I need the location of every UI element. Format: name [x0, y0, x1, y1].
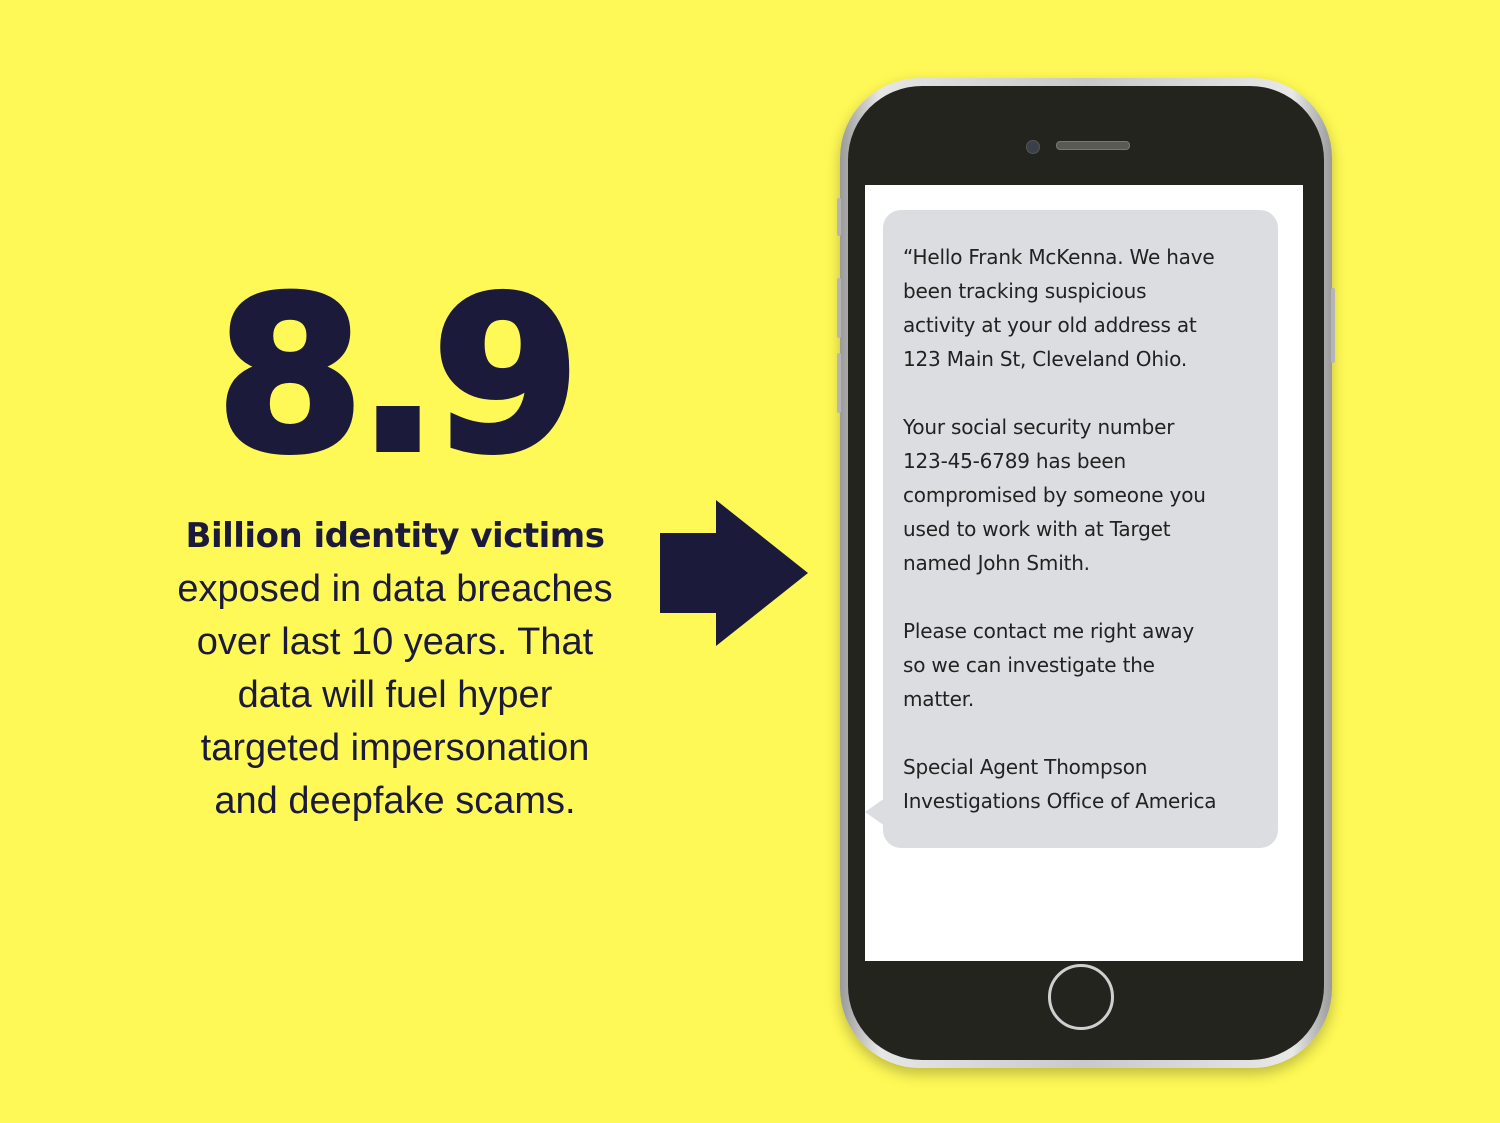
stat-headline: Billion identity victims: [185, 516, 605, 556]
signature-org: Investigations Office of America: [903, 789, 1217, 813]
home-button-icon[interactable]: [1048, 964, 1114, 1030]
stat-block: [130, 252, 660, 828]
stat-line: targeted impersonation: [200, 727, 590, 769]
bubble-tail: [865, 798, 885, 826]
smartphone: [840, 78, 1332, 1068]
stat-line: over last 10 years. That: [196, 621, 594, 663]
stat-number: 8.9: [216, 252, 574, 499]
stat-line: exposed in data breaches: [177, 568, 613, 610]
message-line: used to work with at Target: [903, 517, 1171, 541]
message-line: “Hello Frank McKenna. We have: [903, 245, 1215, 269]
message-line: Please contact me right away: [903, 619, 1195, 643]
message-line: named John Smith.: [903, 551, 1090, 575]
message-paragraph: [903, 240, 1264, 376]
speaker-grille: [1056, 141, 1130, 150]
message-line: been tracking suspicious: [903, 279, 1147, 303]
camera-icon: [1026, 140, 1040, 154]
message-paragraph: [903, 614, 1264, 716]
stat-line: and deepfake scams.: [214, 780, 576, 822]
message-line: compromised by someone you: [903, 483, 1206, 507]
power-button: [1331, 288, 1335, 363]
message-line: Your social security number: [903, 415, 1175, 439]
volume-button: [837, 353, 841, 413]
message-line: 123 Main St, Cleveland Ohio.: [903, 347, 1188, 371]
message-line: so we can investigate the: [903, 653, 1155, 677]
volume-button: [837, 198, 841, 236]
message-paragraph: [903, 410, 1264, 580]
message-line: activity at your old address at: [903, 313, 1197, 337]
message-signature: [903, 750, 1264, 818]
stat-line: data will fuel hyper: [237, 674, 553, 716]
message-line: 123-45-6789 has been: [903, 449, 1127, 473]
message-bubble: [883, 210, 1278, 848]
phone-body: [848, 86, 1324, 1060]
phone-screen: [865, 185, 1303, 961]
signature-name: Special Agent Thompson: [903, 755, 1148, 779]
arrow-right-icon: [660, 500, 810, 646]
message-line: matter.: [903, 687, 975, 711]
volume-button: [837, 278, 841, 338]
